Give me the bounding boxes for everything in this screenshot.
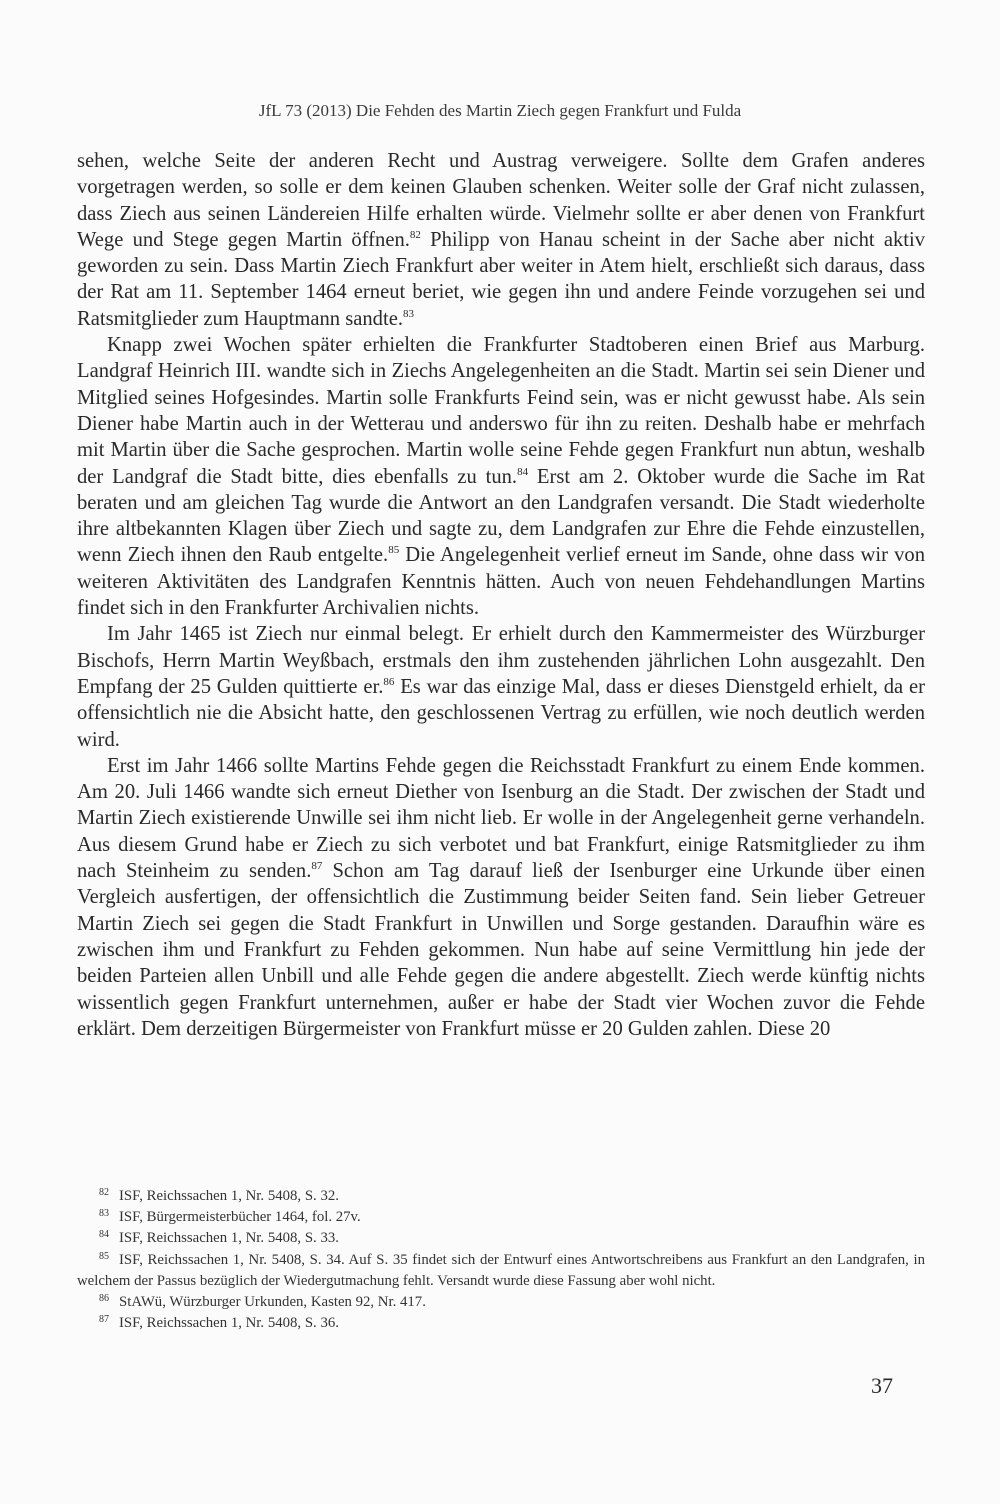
footnotes (77, 1186, 925, 1334)
footnote-ref-82[interactable]: 82 (409, 228, 421, 241)
running-header: JfL 73 (2013) Die Fehden des Martin Ziech gegen Frankfurt und Fulda (258, 101, 742, 120)
paragraph-3: Im Jahr 1465 ist Ziech nur einmal belegt. Er erhielt durch den Kammermeister des Würzburger Bischofs, Herrn Martin Weyßbach, erstmals den ihm zustehenden jährlichen Lohn ausgezahlt. Den Empfang der 25 Gulden quittierte er.$^{86}$ Es war das einzige Mal, dass er dieses Dienstgeld erhielt, da er offensichtlich nie die Absicht hatte, den geschlossenen Vertrag zu erfüllen, wie noch deutlich werden wird. (77, 623, 925, 751)
footnote-82: $^{82}$ ISF, Reichssachen 1, Nr. 5408, S. 32. (99, 1187, 339, 1204)
footnote-86: $^{86}$ StAWü, Würzburger Urkunden, Kasten 92, Nr. 417. (99, 1293, 426, 1311)
footnote-85: $^{85}$ ISF, Reichssachen 1, Nr. 5408, S. 34. Auf S. 35 findet sich der Entwurf eines Antwortschreibens aus Frankfurt an den Landgrafen, in welchem der Passus bezüglich der Wiedergutmachung fehlt. Versandt wurde diese Fassung aber wohl nicht. (77, 1250, 925, 1289)
footnote-84: $^{84}$ ISF, Reichssachen 1, Nr. 5408, S. 33. (99, 1229, 339, 1247)
footnote-ref-83[interactable]: 83 (403, 307, 414, 320)
paragraph-1: sehen, welche Seite der anderen Recht und Austrag verweigere. Sollte dem Grafen anderes vorgetragen werden, so solle er dem keinen Glauben schenken. Weiter solle der Graf nicht zulassen, dass Ziech aus seinen Ländereien Hilfe erhalten würde. Vielmehr sollte er aber denen von Frankfurt Wege und Stege gegen Martin öffnen.$^{82}$ Philipp von Hanau scheint in der Sache aber nicht aktiv geworden zu sein. Dass Martin Ziech Frankfurt aber weiter in Atem hielt, erschließt sich daraus, dass der Rat am 11. September 1464 erneut beriet, wie gegen ihn und andere Feinde vorzugehen sei und Ratsmitglieder zum Hauptmann sandte.$^{83}$ (77, 150, 925, 330)
footnote-ref-85[interactable]: 85 (388, 544, 400, 557)
page-number: 37 (871, 1373, 893, 1398)
footnote-83: $^{83}$ ISF, Bürgermeisterbücher 1464, fol. 27v. (99, 1208, 361, 1226)
footnote-ref-86[interactable]: 86 (383, 675, 395, 688)
paragraph-4: Erst im Jahr 1466 sollte Martins Fehde gegen die Reichsstadt Frankfurt zu einem Ende kommen. Am 20. Juli 1466 wandte sich erneut Diether von Isenburg an die Stadt. Der zwischen der Stadt und Martin Ziech existierende Unwille sei ihm nicht lieb. Er wolle in der Angelegenheit gerne verhandeln. Aus diesem Grund habe er Ziech zu sich verbotet und bat Frankfurt, einige Ratsmitglieder zu ihm nach Steinheim zu senden.$^{87}$ Schon am Tag darauf ließ der Isenburger eine Urkunde über einen Vergleich ausfertigen, der offensichtlich die Zustimmung beider Seiten fand. Sein lieber Getreuer Martin Ziech sei gegen die Stadt Frankfurt in Unwillen und Sorge gestanden. Daraufhin wäre es zwischen ihm und Frankfurt zu Fehden gekommen. Nun habe auf seine Vermittlung hin jede der beiden Parteien allen Unbill und alle Fehde gegen die andere abgestellt. Ziech werde künftig nichts wissentlich gegen Frankfurt unternehmen, außer er habe der Stadt vier Wochen zuvor die Fehde erklärt. Dem derzeitigen Bürgermeister von Frankfurt müsse er 20 Gulden zahlen. Diese 20 (77, 754, 925, 1040)
footnote-87: $^{87}$ ISF, Reichssachen 1, Nr. 5408, S. 36. (99, 1314, 339, 1332)
paragraph-2: Knapp zwei Wochen später erhielten die Frankfurter Stadtoberen einen Brief aus Marburg. Landgraf Heinrich III. wandte sich in Ziechs Angelegenheiten an die Stadt. Martin sei sein Diener und Mitglied seines Hofgesindes. Martin solle Frankfurts Feind sein, was er nicht gewusst habe. Als sein Diener habe Martin auch in der Wetterau und anderswo für ihn zu reiten. Deshalb habe er mehrfach mit Martin über die Sache gesprochen. Martin wolle seine Fehde gegen Frankfurt nun abtun, weshalb der Landgraf die Stadt bitte, dies ebenfalls zu tun.$^{84}$ Erst am 2. Oktober wurde die Sache im Rat beraten und am gleichen Tag wurde die Antwort an den Landgrafen versandt. Die Stadt wiederholte ihre altbekannten Klagen über Ziech und sagte zu, dem Landgrafen zur Ehre die Fehde einzustellen, wenn Ziech ihnen den Raub entgelte.$^{85}$ Die Angelegenheit verlief erneut im Sande, ohne dass wir von weiteren Aktivitäten des Landgrafen Kenntnis hätten. Auch von neuen Fehdehandlungen Martins findet sich in den Frankfurter Archivalien nichts. (77, 334, 925, 620)
main-text (77, 148, 925, 1042)
footnote-ref-84[interactable]: 84 (517, 465, 529, 478)
footnote-ref-87[interactable]: 87 (311, 860, 323, 873)
